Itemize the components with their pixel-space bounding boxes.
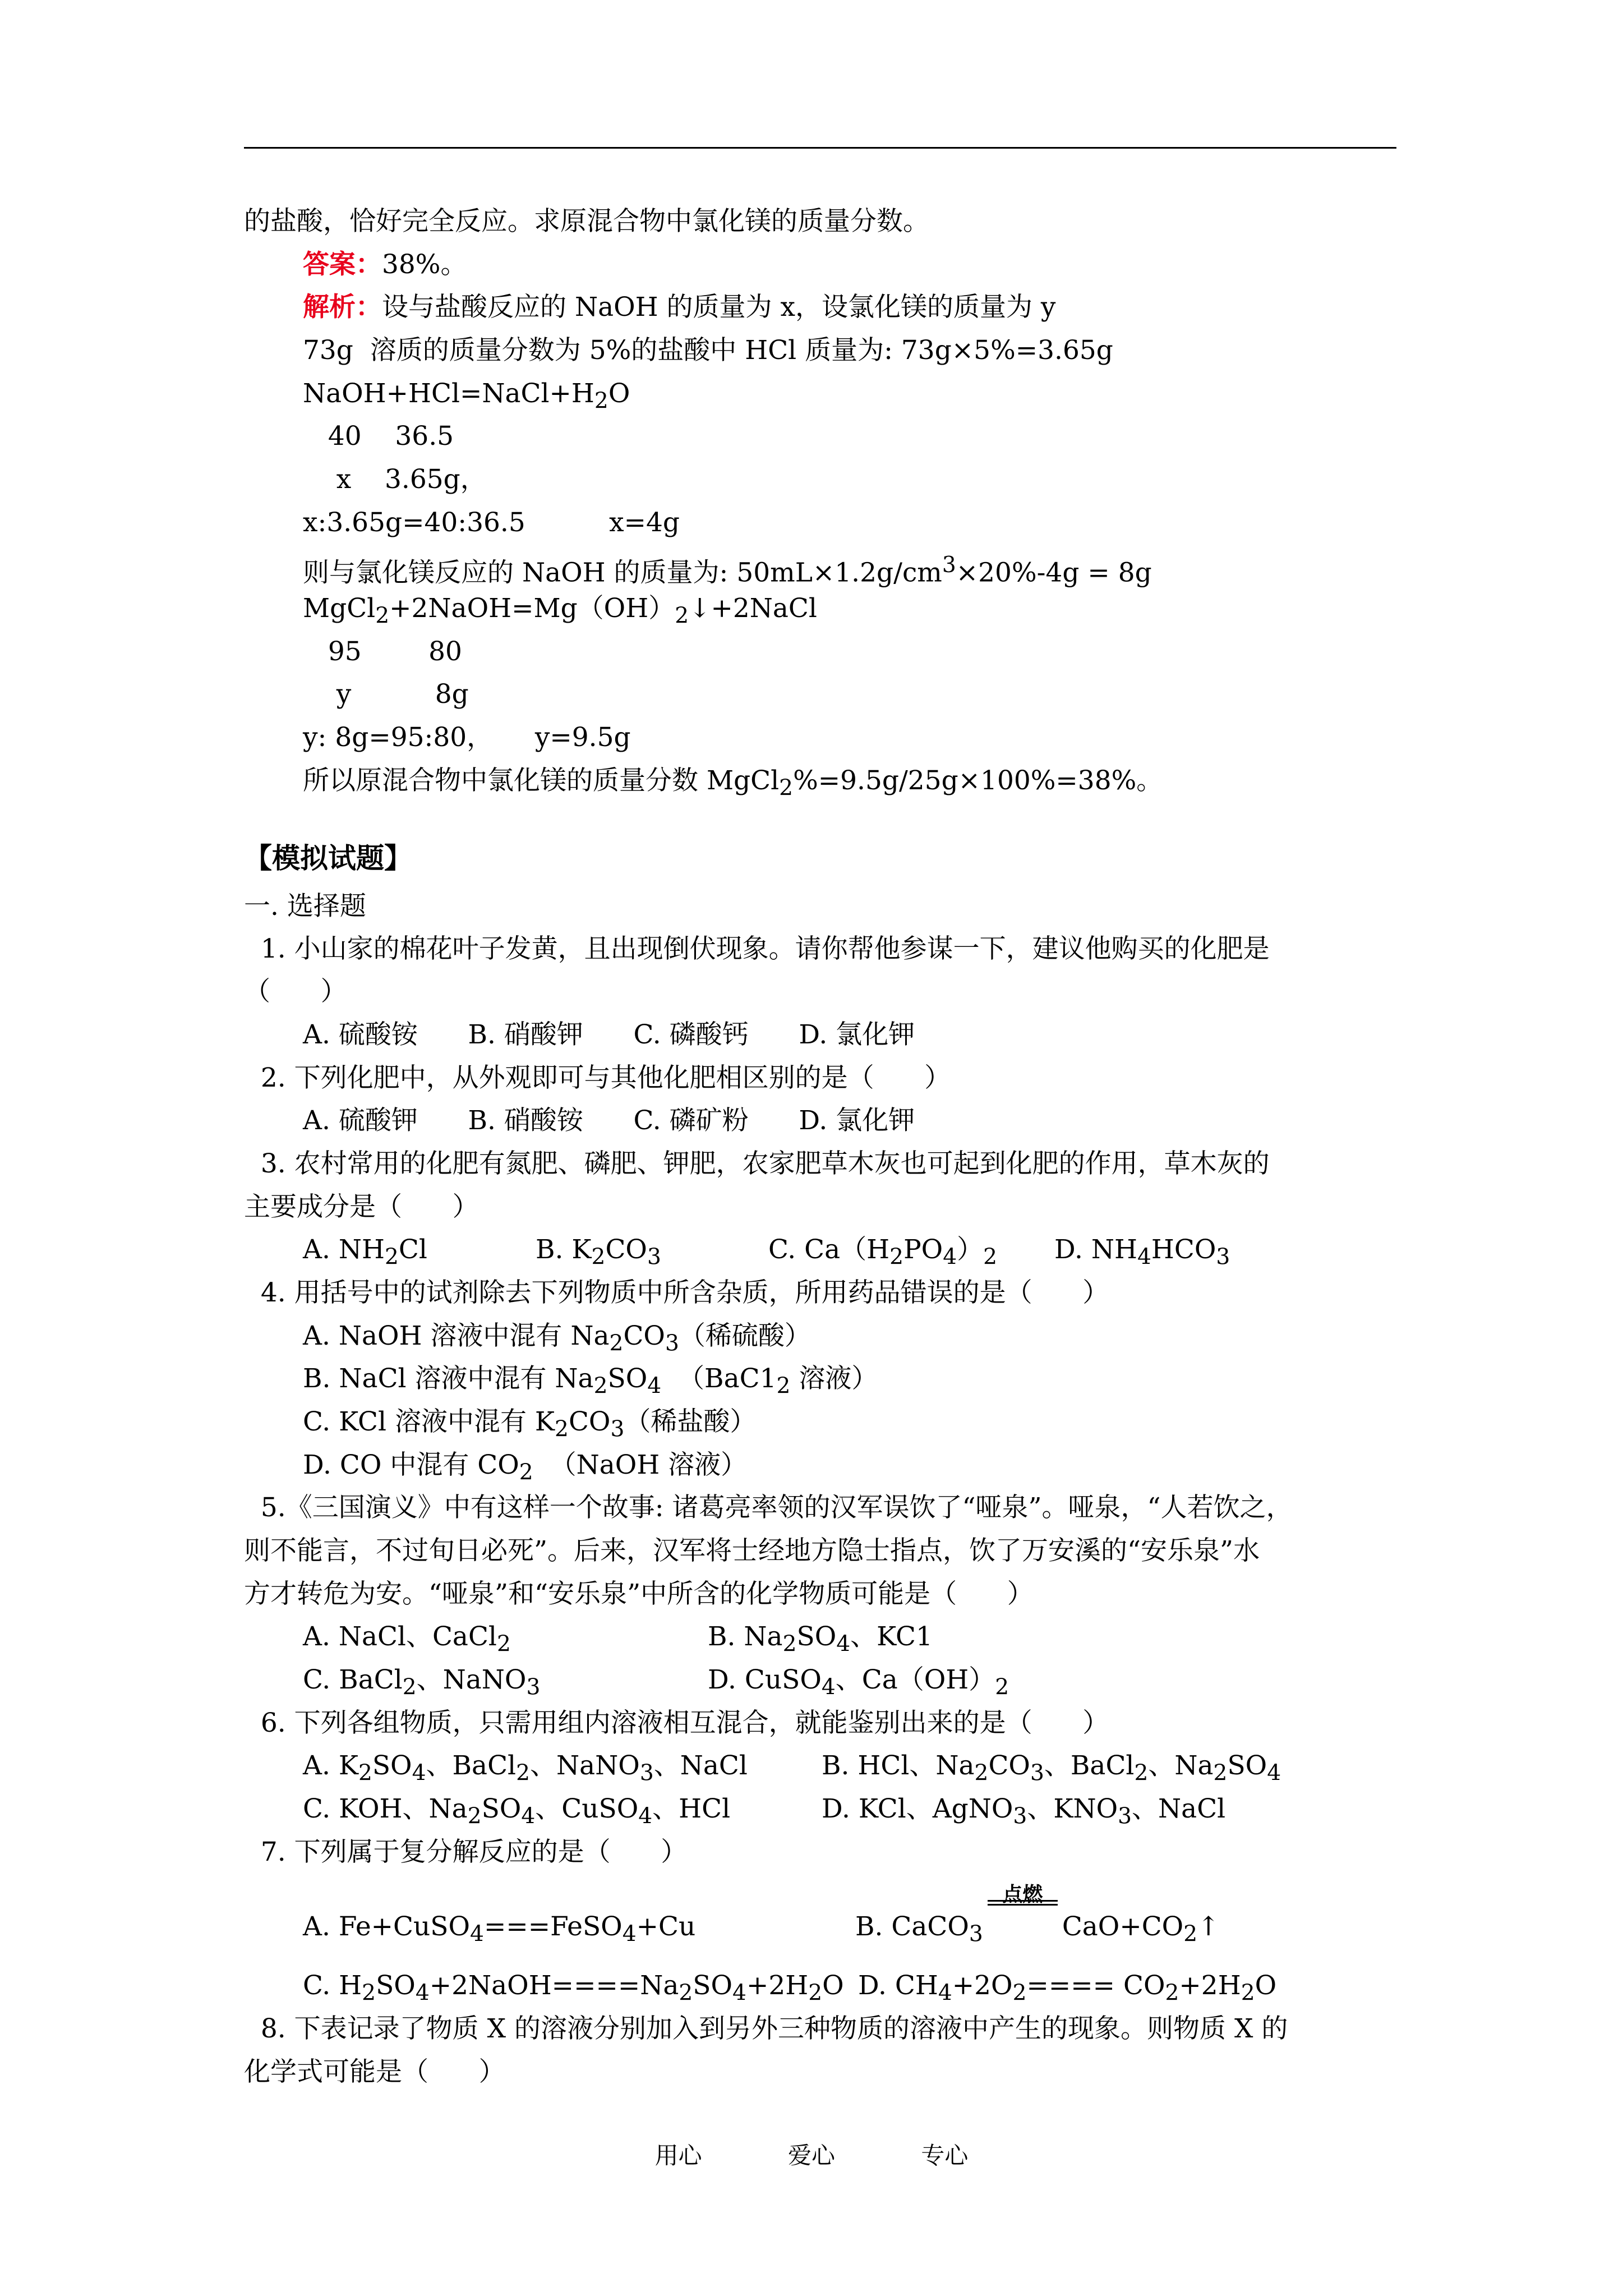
text-line: y 8g xyxy=(303,679,469,710)
question-1-options: A. 硫酸铵 B. 硝酸钾 C. 磷酸钙 D. 氯化钾 xyxy=(303,1019,915,1050)
formula-subscript: 2 xyxy=(1213,1760,1228,1786)
formula-part: +Cu xyxy=(636,1911,696,1942)
formula-part: SO xyxy=(796,1621,837,1652)
formula-part: （稀硫酸） xyxy=(679,1320,811,1351)
formula-subscript: 2 xyxy=(776,1373,791,1399)
formula-subscript: 4 xyxy=(638,1803,653,1829)
eq-part: +2NaOH=Mg（OH） xyxy=(389,593,675,624)
formula-subscript: 3 xyxy=(1013,1803,1027,1829)
formula-part: （NaOH 溶液） xyxy=(533,1450,748,1480)
formula-part: D. CuSO xyxy=(708,1664,822,1695)
question-2-options: A. 硫酸钾 B. 硝酸铵 C. 磷矿粉 D. 氯化钾 xyxy=(303,1105,915,1136)
formula-part: D. CO 中混有 CO xyxy=(303,1450,519,1480)
eq-part: 所以原混合物中氯化镁的质量分数 MgCl xyxy=(303,765,780,796)
formula-part: A. K xyxy=(303,1750,358,1781)
option xyxy=(822,1749,1281,1790)
reaction-condition xyxy=(988,1883,1058,1944)
text-line: x:3.65g=40:36.5 x=4g xyxy=(303,507,680,538)
formula-part: B. Na xyxy=(708,1621,783,1652)
formula-part: SO xyxy=(693,1970,733,2001)
formula-subscript: 2 xyxy=(516,1760,530,1786)
formula-part: 、Ca（OH） xyxy=(835,1664,995,1695)
formula-part: 溶液） xyxy=(790,1363,878,1394)
formula-part: D. NH xyxy=(1054,1234,1137,1265)
formula-subscript: 2 xyxy=(467,1803,482,1829)
formula-subscript: 2 xyxy=(1183,1921,1198,1947)
formula-part: D. CH xyxy=(858,1970,938,2001)
formula-part: D. KCl、AgNO xyxy=(822,1793,1013,1824)
question-1: 1. 小山家的棉花叶子发黄，且出现倒伏现象。请你帮他参谋一下，建议他购买的化肥是 xyxy=(244,933,1270,964)
formula-part: SO xyxy=(372,1750,412,1781)
formula-part: +2O xyxy=(952,1970,1013,2001)
formula-subscript: 4 xyxy=(836,1631,851,1657)
formula-part: Cl xyxy=(398,1234,427,1265)
eq-part: MgCl xyxy=(303,593,376,624)
formula-subscript: 4 xyxy=(521,1803,536,1829)
formula-subscript: 4 xyxy=(647,1373,662,1399)
question-1-cont: （ ） xyxy=(244,976,347,1007)
answer-value: 38%。 xyxy=(382,249,467,280)
formula-subscript: 2 xyxy=(362,1980,376,2006)
footer-item: 专心 xyxy=(921,2142,969,2169)
option xyxy=(1054,1233,1230,1274)
formula-part: 、NaCl xyxy=(653,1750,748,1781)
option xyxy=(303,1362,878,1403)
condition-label: 点燃 xyxy=(1002,1883,1043,1906)
answer-line xyxy=(303,248,467,282)
formula-part: 、HCl xyxy=(652,1793,731,1824)
option xyxy=(303,1448,747,1489)
formula-part: C. BaCl xyxy=(303,1664,403,1695)
formula-part: PO xyxy=(903,1234,943,1265)
eq-part: NaOH+HCl=NaCl+H xyxy=(303,378,594,409)
option xyxy=(303,1749,748,1790)
option xyxy=(303,1910,695,1951)
formula-subscript: 2 xyxy=(519,1460,533,1485)
option xyxy=(822,1792,1225,1833)
question-3-cont: 主要成分是（ ） xyxy=(244,1191,479,1222)
eq-sub: 2 xyxy=(779,775,794,801)
formula-part: 、Na xyxy=(1148,1750,1214,1781)
text-line xyxy=(303,549,1152,590)
formula-part: 、CuSO xyxy=(535,1793,639,1824)
formula-part: CO xyxy=(605,1234,647,1265)
formula-part: SO xyxy=(1227,1750,1267,1781)
option xyxy=(536,1233,661,1274)
formula-part: SO xyxy=(607,1363,648,1394)
formula-part: C. H xyxy=(303,1970,362,2001)
formula-part: CO xyxy=(623,1320,665,1351)
formula-part: SO xyxy=(376,1970,416,2001)
formula-subscript: 3 xyxy=(1118,1803,1132,1829)
analysis-text: 设与盐酸反应的 NaOH 的质量为 x，设氯化镁的质量为 y xyxy=(382,292,1056,323)
analysis-line xyxy=(303,291,1055,324)
formula-part: O xyxy=(822,1970,844,2001)
formula-subscript: 4 xyxy=(415,1980,430,2006)
formula-part: C. KOH、Na xyxy=(303,1793,468,1824)
formula-subscript: 2 xyxy=(983,1244,998,1270)
formula-subscript: 2 xyxy=(995,1674,1009,1700)
formula-subscript: 4 xyxy=(470,1921,484,1947)
option xyxy=(303,1663,540,1704)
analysis-label: 解析： xyxy=(303,292,382,323)
formula-subscript: 2 xyxy=(782,1631,797,1657)
question-6: 6. 下列各组物质，只需用组内溶液相互混合，就能鉴别出来的是（ ） xyxy=(244,1708,1109,1738)
formula-subscript: 2 xyxy=(679,1980,693,2006)
answer-label: 答案： xyxy=(303,249,382,280)
formula-part: +2NaOH====Na xyxy=(429,1970,679,2001)
formula-subscript: 2 xyxy=(1134,1760,1149,1786)
equation-line xyxy=(303,377,630,418)
option xyxy=(708,1620,933,1661)
option xyxy=(303,1319,811,1360)
eq-part: ↓+2NaCl xyxy=(689,593,817,624)
eq-sub: 2 xyxy=(594,388,608,414)
formula-subscript: 4 xyxy=(412,1760,426,1786)
question-5-cont: 方才转危为安。“哑泉”和“安乐泉”中所含的化学物质可能是（ ） xyxy=(244,1579,1034,1609)
double-bar xyxy=(988,1900,1058,1906)
formula-subscript: 2 xyxy=(808,1980,823,2006)
footer-item: 爱心 xyxy=(787,2142,835,2169)
formula-part: 、KNO xyxy=(1027,1793,1118,1824)
formula-subscript: 2 xyxy=(974,1760,989,1786)
formula-subscript: 2 xyxy=(591,1244,606,1270)
formula-part: HCO xyxy=(1151,1234,1216,1265)
product xyxy=(1062,1911,1220,1947)
eq-sup: 3 xyxy=(942,553,956,578)
formula-part: B. HCl、Na xyxy=(822,1750,975,1781)
part-title: 一. 选择题 xyxy=(244,891,366,922)
question-7: 7. 下列属于复分解反应的是（ ） xyxy=(244,1837,688,1867)
formula-part: CaO+CO xyxy=(1062,1911,1184,1942)
text-line: 40 36.5 xyxy=(303,421,454,452)
formula-part: CO xyxy=(568,1406,611,1437)
formula-subscript: 3 xyxy=(1216,1244,1230,1270)
footer-item: 用心 xyxy=(654,2142,702,2169)
formula-subscript: 4 xyxy=(1137,1244,1151,1270)
formula-subscript: 3 xyxy=(665,1331,679,1356)
eq-part: %=9.5g/25g×100%=38%。 xyxy=(793,765,1163,796)
formula-part: +2H xyxy=(746,1970,809,2001)
formula-subscript: 2 xyxy=(555,1416,569,1442)
formula-subscript: 4 xyxy=(1267,1760,1281,1786)
formula-subscript: 4 xyxy=(732,1980,746,2006)
eq-part: O xyxy=(608,378,630,409)
option-b-reaction xyxy=(855,1883,1220,1951)
formula-subscript: 4 xyxy=(938,1980,952,2006)
formula-part: 、BaCl xyxy=(1044,1750,1135,1781)
formula-part: ↑ xyxy=(1197,1911,1220,1942)
formula-part: A. NaOH 溶液中混有 Na xyxy=(303,1320,610,1351)
formula-part: A. NH xyxy=(303,1234,385,1265)
formula-part: O xyxy=(1255,1970,1277,2001)
formula-subscript: 2 xyxy=(1165,1980,1179,2006)
formula-subscript: 3 xyxy=(639,1760,654,1786)
formula-subscript: 4 xyxy=(943,1244,957,1270)
text-line: 95 80 xyxy=(303,636,462,667)
formula-part: 、KC1 xyxy=(850,1621,933,1652)
formula-part: （稀盐酸） xyxy=(624,1406,757,1437)
formula-part: B. CaCO xyxy=(855,1911,969,1942)
eq-sub: 2 xyxy=(375,603,390,629)
text-line: 的盐酸，恰好完全反应。求原混合物中氯化镁的质量分数。 xyxy=(244,206,929,237)
page-footer xyxy=(0,2137,1623,2171)
formula-part: ===FeSO xyxy=(483,1911,623,1942)
formula-part: SO xyxy=(481,1793,522,1824)
formula-part: 、NaNO xyxy=(530,1750,640,1781)
question-5-cont: 则不能言，不过旬日必死”。后来，汉军将士经地方隐士指点，饮了万安溪的“安乐泉”水 xyxy=(244,1535,1260,1566)
formula-part: ） xyxy=(957,1234,984,1265)
eq-part: 则与氯化镁反应的 NaOH 的质量为: 50mL×1.2g/cm xyxy=(303,557,942,588)
question-8-cont: 化学式可能是（ ） xyxy=(244,2056,505,2087)
formula-part: C. Ca（H xyxy=(768,1234,890,1265)
formula-part: 、NaNO xyxy=(416,1664,527,1695)
formula-subscript: 4 xyxy=(622,1921,637,1947)
text-line xyxy=(303,764,1163,805)
formula-subscript: 2 xyxy=(358,1760,372,1786)
question-8: 8. 下表记录了物质 X 的溶液分别加入到另外三种物质的溶液中产生的现象。则物质 X 的 xyxy=(244,2013,1288,2044)
formula-subscript: 2 xyxy=(402,1674,417,1700)
formula-part: +2H xyxy=(1179,1970,1241,2001)
question-4: 4. 用括号中的试剂除去下列物质中所含杂质，所用药品错误的是（ ） xyxy=(244,1277,1109,1308)
option xyxy=(858,1969,1276,2010)
formula-part: CO xyxy=(988,1750,1030,1781)
option xyxy=(303,1969,844,2010)
formula-subscript: 2 xyxy=(593,1373,608,1399)
option xyxy=(303,1233,427,1274)
formula-part: 、NaCl xyxy=(1132,1793,1226,1824)
question-2: 2. 下列化肥中，从外观即可与其他化肥相区别的是（ ） xyxy=(244,1062,951,1093)
text-line: y: 8g=95:80， y=9.5g xyxy=(303,722,631,753)
formula-subscript: 3 xyxy=(526,1674,541,1700)
question-3: 3. 农村常用的化肥有氮肥、磷肥、钾肥，农家肥草木灰也可起到化肥的作用，草木灰的 xyxy=(244,1148,1270,1179)
formula-subscript: 2 xyxy=(889,1244,904,1270)
formula-subscript: 2 xyxy=(1012,1980,1027,2006)
option xyxy=(708,1663,1009,1704)
formula-subscript: 2 xyxy=(384,1244,399,1270)
formula-subscript: 3 xyxy=(1030,1760,1044,1786)
formula-subscript: 3 xyxy=(647,1244,661,1270)
eq-sub: 2 xyxy=(675,603,689,629)
formula-part: A. Fe+CuSO xyxy=(303,1911,471,1942)
question-5: 5.《三国演义》中有这样一个故事: 诸葛亮率领的汉军误饮了“哑泉”。哑泉，“人若饮之， xyxy=(244,1492,1293,1523)
formula-subscript: 2 xyxy=(496,1631,511,1657)
formula-part: ==== CO xyxy=(1026,1970,1165,2001)
option xyxy=(768,1233,997,1274)
text-line: x 3.65g， xyxy=(303,464,487,495)
formula-part: A. NaCl、CaCl xyxy=(303,1621,497,1652)
formula-subscript: 2 xyxy=(1241,1980,1255,2006)
option xyxy=(303,1792,730,1833)
eq-part: ×20%-4g = 8g xyxy=(956,557,1152,588)
formula-part: B. NaCl 溶液中混有 Na xyxy=(303,1363,594,1394)
option xyxy=(303,1620,511,1661)
equation-line xyxy=(303,592,817,633)
formula-part: C. KCl 溶液中混有 K xyxy=(303,1406,555,1437)
section-title: 【模拟试题】 xyxy=(244,841,412,875)
header-rule xyxy=(244,147,1396,149)
formula-subscript: 4 xyxy=(821,1674,836,1700)
formula-subscript: 2 xyxy=(609,1331,624,1356)
reactant xyxy=(855,1911,983,1947)
formula-subscript: 3 xyxy=(610,1416,625,1442)
option xyxy=(303,1405,756,1446)
formula-subscript: 3 xyxy=(969,1921,983,1947)
text-line: 73g 溶质的质量分数为 5%的盐酸中 HCl 质量为: 73g×5%=3.65g xyxy=(303,335,1113,366)
formula-part: B. K xyxy=(536,1234,592,1265)
formula-part: 、BaCl xyxy=(426,1750,517,1781)
formula-part: （BaC1 xyxy=(661,1363,777,1394)
